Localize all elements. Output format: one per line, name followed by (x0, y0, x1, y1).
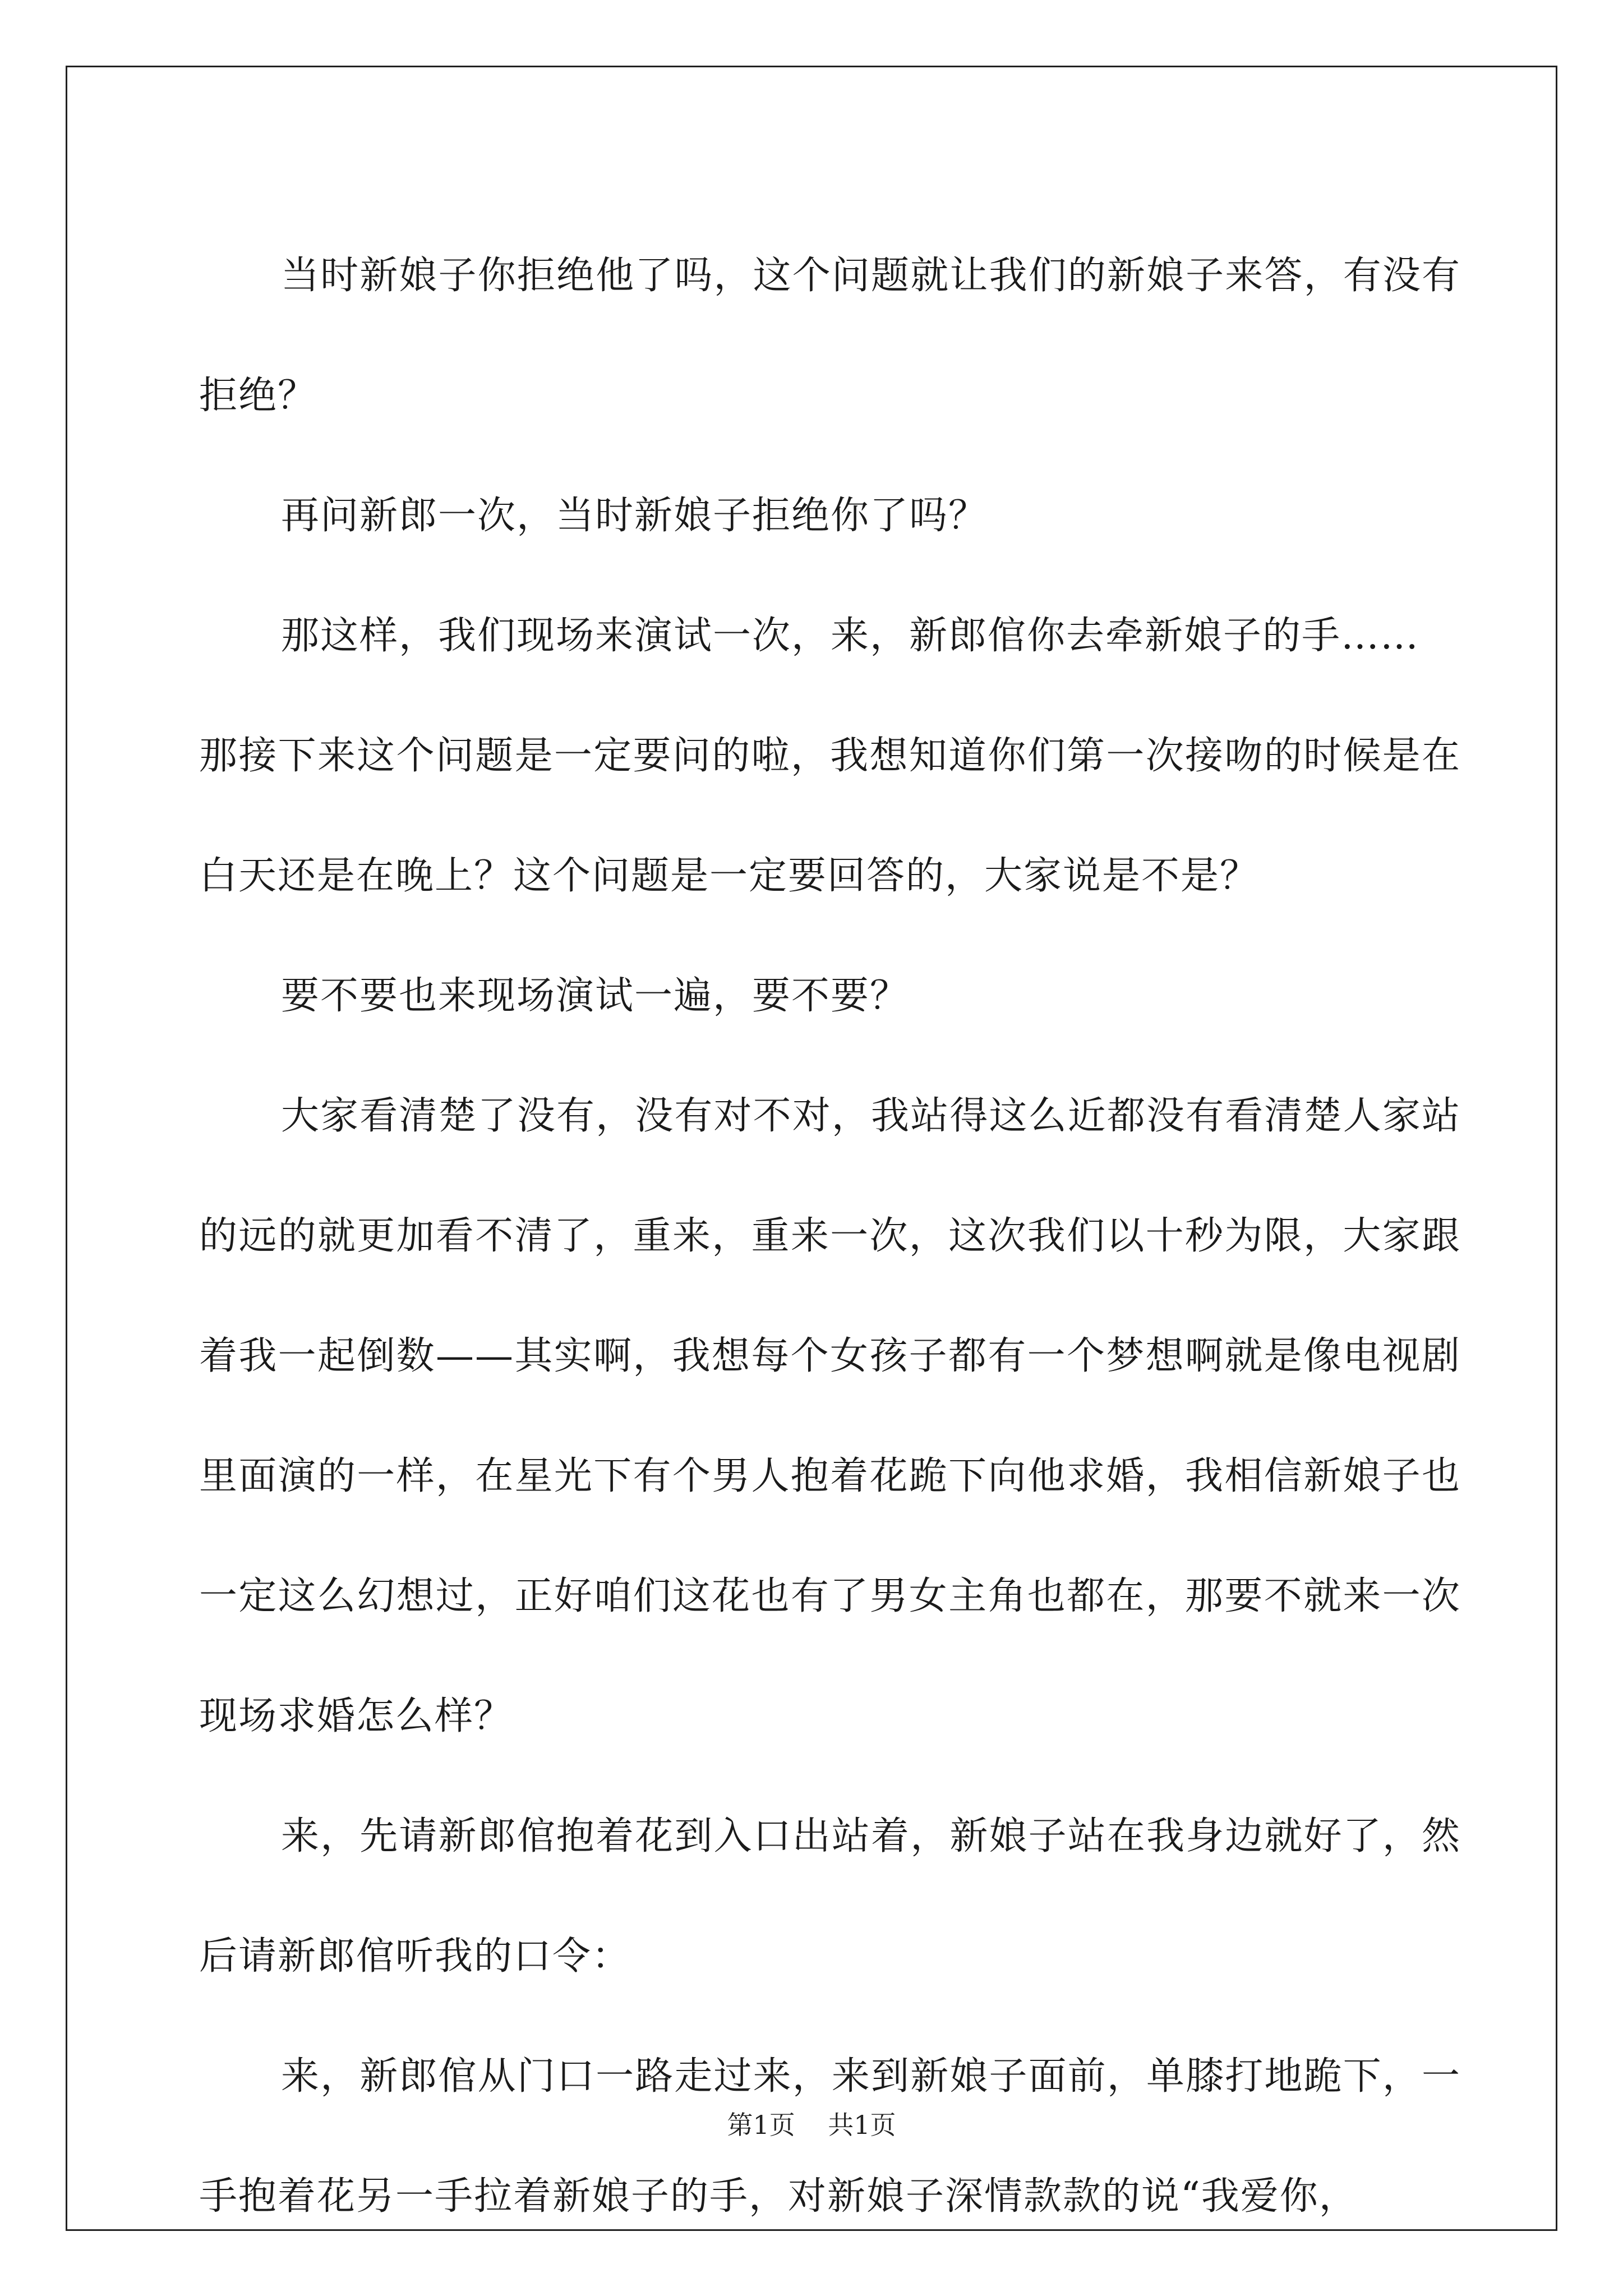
paragraph: 当时新娘子你拒绝他了吗，这个问题就让我们的新娘子来答，有没有拒绝？ (199, 254, 1461, 418)
document-body (199, 216, 1461, 2257)
paragraph: 那接下来这个问题是一定要问的啦，我想知道你们第一次接吻的时候是在白天还是在晚上？这个问题是一定要回答的，大家说是不是？ (199, 734, 1461, 898)
page-total: 共1页 (828, 2110, 896, 2140)
paragraph: 大家看清楚了没有，没有对不对，我站得这么近都没有看清楚人家站的远的就更加看不清了，重来，重来一次，这次我们以十秒为限，大家跟着我一起倒数——其实啊，我想每个女孩子都有一个梦想啊就是像电视剧里面演的一样，在星光下有个男人抱着花跪下向他求婚，我相信新娘子也一定这么幻想过，正好咱们这花也有了男女主角也都在，那要不就来一次现场求婚怎么样？ (199, 1094, 1461, 1738)
paragraph: 要不要也来现场演试一遍，要不要？ (281, 974, 910, 1018)
paragraph: 再问新郎一次，当时新娘子拒绝你了吗？ (281, 494, 988, 538)
paragraph: 那这样，我们现场来演试一次，来，新郎倌你去牵新娘子的手…… (281, 614, 1420, 658)
page-number: 第1页 (727, 2110, 795, 2140)
paragraph: 来，新郎倌从门口一路走过来，来到新娘子面前，单膝打地跪下，一手抱着花另一手拉着新娘子的手，对新娘子深情款款的说“我爱你， (199, 2054, 1461, 2219)
page-footer (0, 2105, 1623, 2142)
paragraph: 来，先请新郎倌抱着花到入口出站着，新娘子站在我身边就好了，然后请新郎倌听我的口令： (199, 1814, 1461, 1978)
